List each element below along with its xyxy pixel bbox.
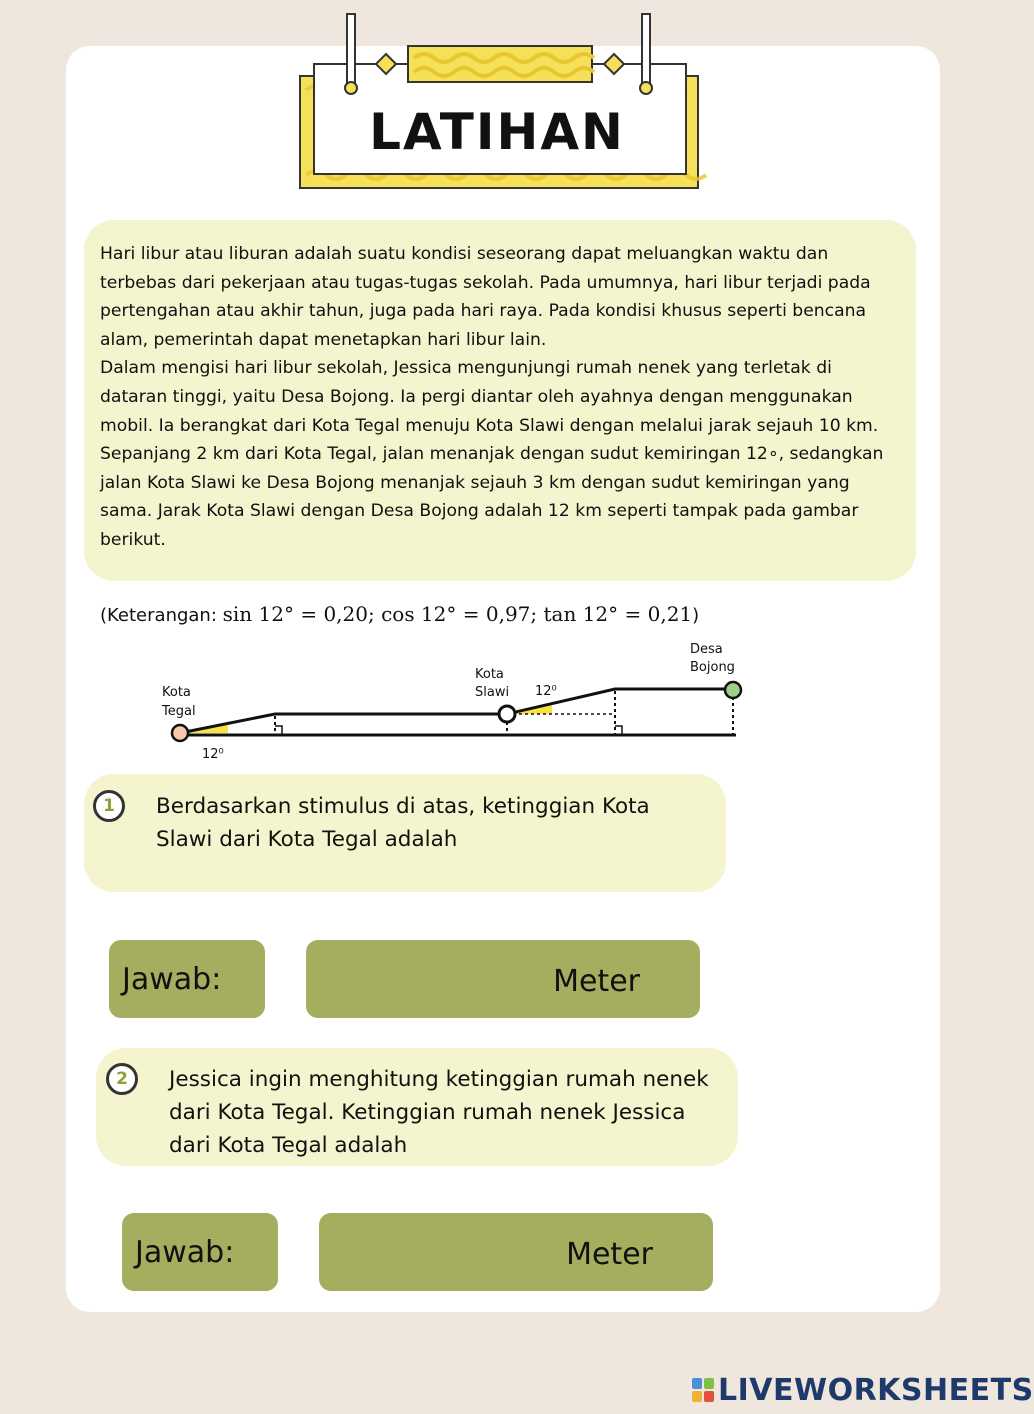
angle-label-top: 12⁰ xyxy=(535,684,557,699)
answer-unit: Meter xyxy=(566,1236,653,1272)
answer-input-q1[interactable] xyxy=(306,940,700,1018)
liveworksheets-logo[interactable] xyxy=(692,1372,1034,1408)
question-text-line: dari Kota Tegal adalah xyxy=(169,1133,408,1158)
question-text-line: Slawi dari Kota Tegal adalah xyxy=(156,827,458,852)
bojong-label: Bojong xyxy=(690,660,735,675)
route-diagram xyxy=(150,636,750,766)
question-number-badge: 1 xyxy=(93,790,125,822)
question-1-text xyxy=(156,790,716,856)
stimulus-panel xyxy=(84,220,916,581)
bojong-point xyxy=(725,682,741,698)
note-suffix: ) xyxy=(692,605,700,626)
trig-note xyxy=(100,597,820,631)
page-title: LATIHAN xyxy=(369,103,625,161)
question-text-line: Berdasarkan stimulus di atas, ketinggian Kota xyxy=(156,794,650,819)
bojong-label: Desa xyxy=(690,642,723,657)
answer-unit: Meter xyxy=(553,963,640,999)
tegal-point xyxy=(172,725,188,741)
slawi-label: Kota xyxy=(475,667,504,682)
question-text-line: Jessica ingin menghitung ketinggian rumah nenek xyxy=(169,1067,709,1092)
stimulus-paragraph: Dalam mengisi hari libur sekolah, Jessica mengunjungi rumah nenek yang terletak di dataran tinggi, yaitu Desa Bojong. Ia pergi diantar oleh ayahnya dengan menggunakan mobil. Ia berangkat dari Kota Tegal menuju Kota Slawi dengan melalui jarak sejauh 10 km. Sepanjang 2 km dari Kota Tegal, jalan menanjak dengan sudut kemiringan 12∘, sedangkan jalan Kota Slawi ke Desa Bojong menanjak sejauh 3 km dengan sudut kemiringan yang sama. Jarak Kota Slawi dengan Desa Bojong adalah 12 km seperti tampak pada gambar berikut. xyxy=(100,358,884,550)
question-2-text xyxy=(169,1063,735,1162)
slawi-label: Slawi xyxy=(475,685,510,700)
answer-label: Jawab: xyxy=(109,940,265,1018)
answer-input-q2[interactable] xyxy=(319,1213,713,1291)
question-number-badge: 2 xyxy=(106,1063,138,1095)
stimulus-paragraph: Hari libur atau liburan adalah suatu kondisi seseorang dapat meluangkan waktu dan terbebas dari pekerjaan atau tugas-tugas sekolah. Pada umumnya, hari libur terjadi pada pertengahan atau akhir tahun, juga pada hari raya. Pada kondisi khusus seperti bencana alam, pemerintah dapat menetapkan hari libur lain. xyxy=(100,244,871,350)
note-prefix: (Keterangan: xyxy=(100,605,223,626)
logo-text: LIVEWORKSHEETS xyxy=(718,1372,1034,1408)
answer-label: Jawab: xyxy=(122,1213,278,1291)
slawi-point xyxy=(499,706,515,722)
note-formula: sin 12° = 0,20; cos 12° = 0,97; tan 12° = 0,21 xyxy=(222,602,693,626)
angle-label-bottom: 12⁰ xyxy=(202,747,224,762)
tegal-label: Kota xyxy=(162,685,191,700)
logo-icon xyxy=(692,1378,714,1402)
road-path xyxy=(180,689,733,733)
question-text-line: dari Kota Tegal. Ketinggian rumah nenek Jessica xyxy=(169,1100,686,1125)
tegal-label: Tegal xyxy=(162,704,196,719)
